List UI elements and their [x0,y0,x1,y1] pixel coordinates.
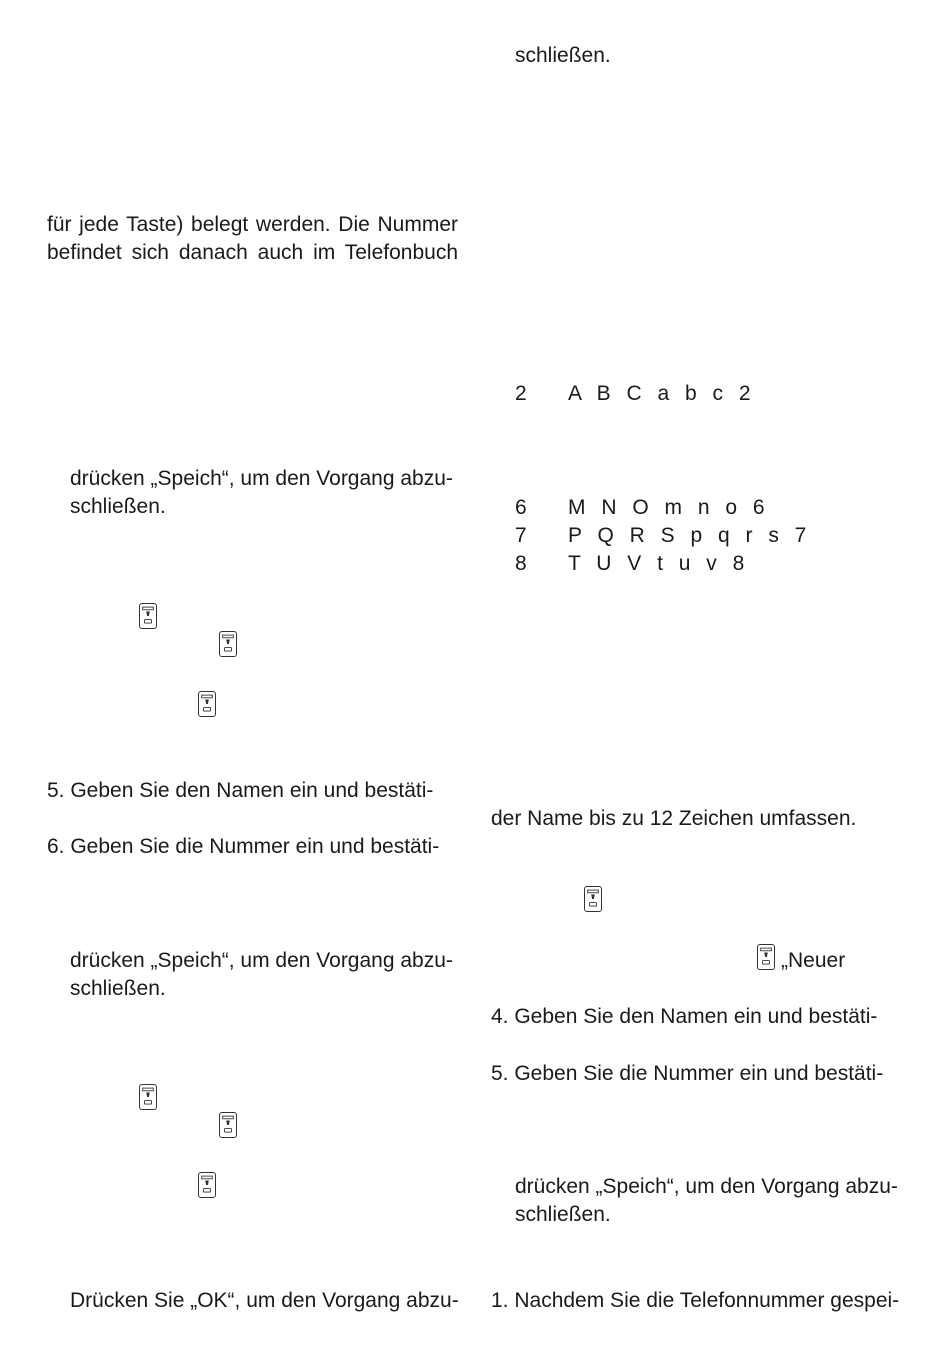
body-text-line: „Neuer [781,949,846,972]
body-text-line: schließen. [70,977,166,1000]
body-text-line: drücken „Speich“, um den Vorgang abzu- [70,949,453,972]
body-text-line: der Name bis zu 12 Zeichen umfassen. [491,807,857,830]
key-characters: M N O m n o 6 [568,496,770,519]
body-text-line: schließen. [515,1203,611,1226]
phone-handset-icon [219,1112,237,1138]
phone-handset-icon [198,1172,216,1198]
body-text-line: Drücken Sie „OK“, um den Vorgang abzu- [70,1289,459,1312]
key-characters: A B C a b c 2 [568,382,756,405]
phone-handset-icon [584,886,602,912]
body-text-line: für jede Taste) belegt werden. Die Nummer [47,213,458,236]
key-number: 8 [515,552,527,575]
key-characters: T U V t u v 8 [568,552,750,575]
step-text: 1. Nachdem Sie die Telefonnummer gespei- [491,1289,900,1312]
phone-handset-icon [198,691,216,717]
phone-handset-icon [139,1084,157,1110]
key-number: 7 [515,524,527,547]
step-text: 4. Geben Sie den Namen ein und bestäti- [491,1005,878,1028]
body-text-line: befindet sich danach auch im Telefonbuch [47,241,458,264]
body-text-line: drücken „Speich“, um den Vorgang abzu- [70,467,453,490]
body-text-line: drücken „Speich“, um den Vorgang abzu- [515,1175,898,1198]
step-text: 5. Geben Sie den Namen ein und bestäti- [47,779,434,802]
body-text-line: schließen. [515,44,611,67]
step-text: 5. Geben Sie die Nummer ein und bestäti- [491,1062,884,1085]
key-characters: P Q R S p q r s 7 [568,524,812,547]
key-number: 6 [515,496,527,519]
step-text: 6. Geben Sie die Nummer ein und bestäti- [47,835,440,858]
body-text-line: schließen. [70,495,166,518]
phone-handset-icon [139,603,157,629]
phone-handset-icon [219,631,237,657]
key-number: 2 [515,382,527,405]
phone-handset-icon [757,944,775,970]
